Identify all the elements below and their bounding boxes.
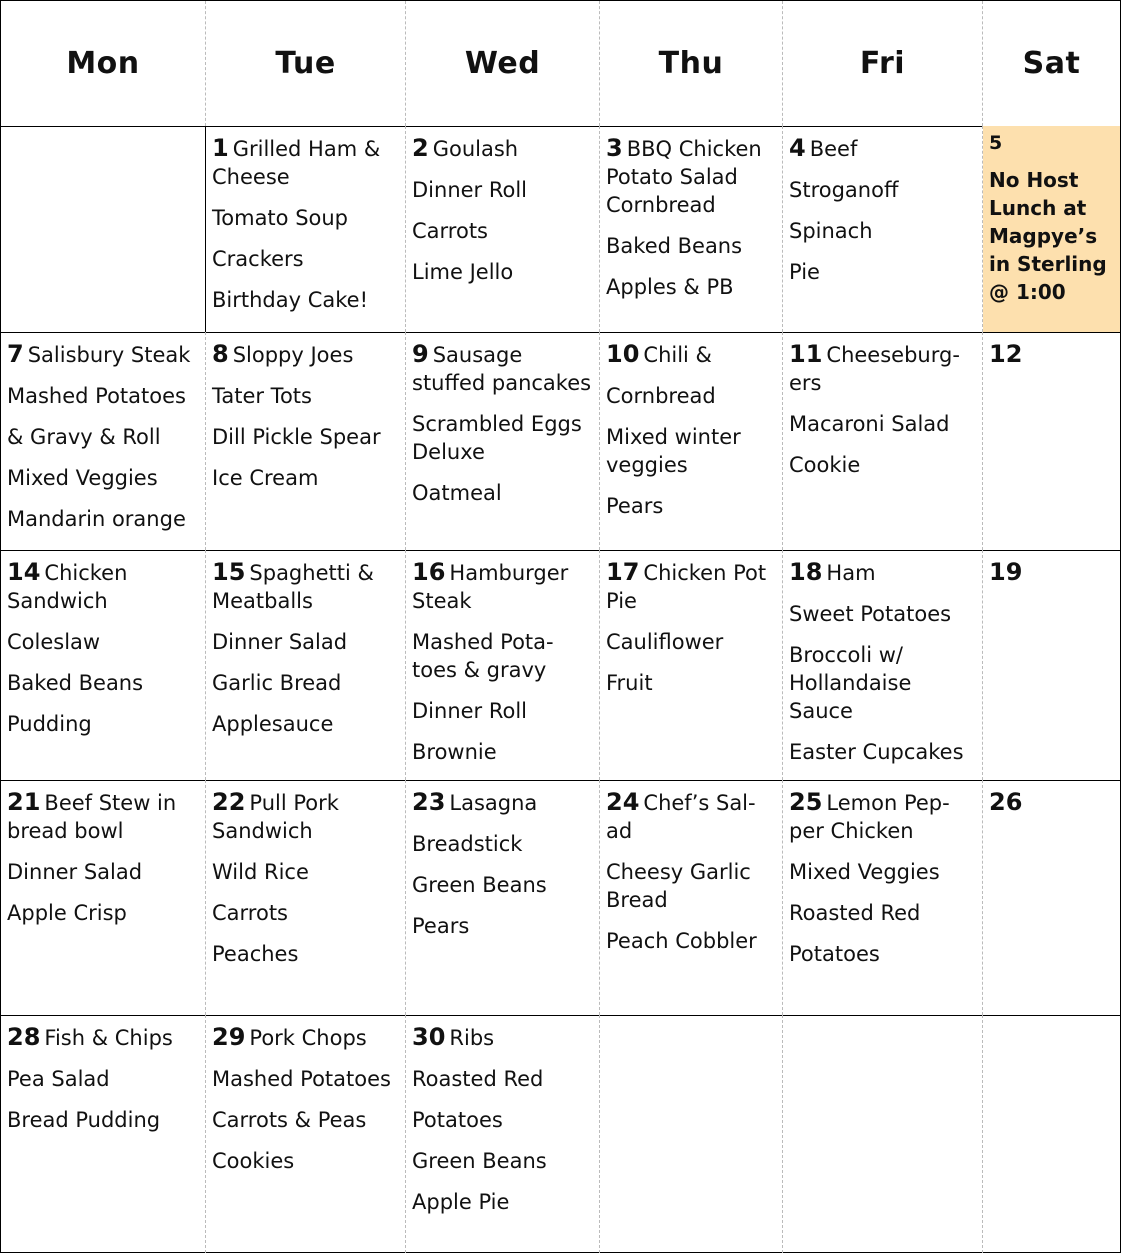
menu-item: Macaroni Salad — [789, 412, 950, 436]
menu-item: Carrots — [212, 901, 288, 925]
menu-item: Dinner Salad — [212, 630, 348, 654]
date-number: 22 — [212, 788, 246, 816]
menu-item: Mixed Veggies — [789, 860, 940, 884]
menu-item: Apple Crisp — [7, 901, 127, 925]
menu-item: 30 Ribs — [412, 1023, 495, 1051]
header-tue — [206, 1, 406, 126]
day-cell — [600, 332, 783, 550]
menu-item: Tater Tots — [212, 384, 312, 408]
menu-item: Potatoes — [412, 1108, 503, 1132]
menu-item: Dill Pickle Spear — [212, 425, 381, 449]
menu-item: Mashed Potatoes — [212, 1067, 391, 1091]
menu-item: 3 BBQ Chicken Potato Salad Cornbread — [606, 134, 762, 217]
menu-item: Scrambled Eggs Deluxe — [412, 412, 582, 464]
week-row — [1, 332, 1120, 551]
menu-item: Dinner Roll — [412, 699, 528, 723]
menu-item: Tomato Soup — [212, 206, 349, 230]
day-cell — [1, 550, 206, 780]
date-number: 5 — [989, 132, 1003, 154]
day-cell — [783, 550, 983, 780]
menu-item: Applesauce — [212, 712, 334, 736]
date-number: 24 — [606, 788, 640, 816]
menu-item: 15 Spaghetti & Meatballs — [212, 558, 374, 613]
date-number: 14 — [7, 558, 41, 586]
menu-item: 8 Sloppy Joes — [212, 340, 354, 368]
day-cell — [600, 780, 783, 1015]
day-cell — [983, 550, 1120, 780]
date-number: 4 — [789, 134, 806, 162]
menu-item: 23 Lasagna — [412, 788, 538, 816]
header-wed — [406, 1, 600, 126]
menu-item: Cookie — [789, 453, 861, 477]
menu-item: Lime Jello — [412, 260, 514, 284]
menu-item: 10 Chili & — [606, 340, 712, 368]
menu-item — [989, 340, 1120, 369]
menu-item — [989, 788, 1120, 817]
menu-item: Carrots & Peas — [212, 1108, 367, 1132]
menu-item: Oatmeal — [412, 481, 502, 505]
menu-item: 2 Goulash — [412, 134, 519, 162]
date-number: 15 — [212, 558, 246, 586]
day-cell — [983, 332, 1120, 550]
menu-item: 29 Pork Chops — [212, 1023, 367, 1051]
menu-item: Mashed Potatoes — [7, 384, 186, 408]
day-label: Thu — [658, 46, 724, 81]
weekday-header — [1, 1, 1120, 127]
day-cell — [1, 332, 206, 550]
day-cell — [406, 1015, 600, 1253]
menu-item: 11 Cheeseburg-ers — [789, 340, 960, 395]
date-number: 23 — [412, 788, 446, 816]
menu-item: 16 Hamburger Steak — [412, 558, 569, 613]
menu-item: 21 Beef Stew in bread bowl — [7, 788, 177, 843]
menu-item: Baked Beans — [7, 671, 144, 695]
date-number: 26 — [989, 788, 1023, 816]
header-mon — [1, 1, 206, 126]
week-row — [1, 550, 1120, 781]
date-number: 3 — [606, 134, 623, 162]
menu-item: Breadstick — [412, 832, 523, 856]
day-cell — [406, 550, 600, 780]
date-number: 8 — [212, 340, 229, 368]
header-fri — [783, 1, 983, 126]
menu-item: Spinach — [789, 219, 873, 243]
menu-item: Mandarin orange — [7, 507, 186, 531]
day-cell — [406, 332, 600, 550]
menu-item: Roasted Red — [412, 1067, 544, 1091]
menu-item: Broccoli w/ Hollandaise Sauce — [789, 643, 912, 723]
menu-item: Birthday Cake! — [212, 288, 369, 312]
date-number: 28 — [7, 1023, 41, 1051]
menu-item: Mixed Veggies — [7, 466, 158, 490]
menu-item — [989, 558, 1120, 587]
day-label: Wed — [464, 46, 541, 81]
menu-item: Sweet Potatoes — [789, 602, 952, 626]
day-cell — [206, 550, 406, 780]
menu-item: 18 Ham — [789, 558, 876, 586]
day-cell — [600, 126, 783, 332]
day-cell — [406, 780, 600, 1015]
menu-item: Stroganoff — [789, 178, 899, 202]
menu-item: Cauliflower — [606, 630, 724, 654]
menu-item: Potatoes — [789, 942, 880, 966]
day-cell-empty — [1, 126, 206, 332]
menu-item: Dinner Roll — [412, 178, 528, 202]
menu-item: 9 Sausage stuffed pancakes — [412, 340, 592, 395]
day-cell-empty — [600, 1015, 783, 1253]
date-number: 7 — [7, 340, 24, 368]
date-number: 11 — [789, 340, 823, 368]
day-label: Tue — [275, 46, 336, 81]
day-cell — [783, 126, 983, 332]
menu-item: Apple Pie — [412, 1190, 510, 1214]
date-number: 29 — [212, 1023, 246, 1051]
week-row — [1, 780, 1120, 1016]
day-cell — [1, 780, 206, 1015]
date-number: 12 — [989, 340, 1023, 368]
day-cell — [206, 332, 406, 550]
menu-item: Brownie — [412, 740, 497, 764]
day-cell-highlight — [983, 126, 1120, 332]
date-number: 30 — [412, 1023, 446, 1051]
date-number: 21 — [7, 788, 41, 816]
date-number: 25 — [789, 788, 823, 816]
day-cell — [983, 780, 1120, 1015]
menu-item: Bread Pudding — [7, 1108, 161, 1132]
menu-item: Green Beans — [412, 873, 547, 897]
day-label: Fri — [859, 46, 906, 81]
menu-item: 1 Grilled Ham & Cheese — [212, 134, 381, 189]
menu-item: Dinner Salad — [7, 860, 143, 884]
menu-item: Pears — [412, 914, 470, 938]
date-number: 16 — [412, 558, 446, 586]
menu-item: Carrots — [412, 219, 488, 243]
header-thu — [600, 1, 783, 126]
day-cell-empty — [783, 1015, 983, 1253]
menu-item: Fruit — [606, 671, 653, 695]
date-number: 1 — [212, 134, 229, 162]
menu-item: Apples & PB — [606, 275, 734, 299]
day-cell — [783, 332, 983, 550]
menu-item: Mashed Pota-toes & gravy — [412, 630, 554, 682]
menu-item: & Gravy & Roll — [7, 425, 161, 449]
menu-item: 25 Lemon Pep-per Chicken — [789, 788, 950, 843]
day-cell — [406, 126, 600, 332]
week-row — [1, 126, 1120, 333]
menu-item: 4 Beef — [789, 134, 858, 162]
date-number: 9 — [412, 340, 429, 368]
menu-item: Cornbread — [606, 384, 716, 408]
menu-item: Green Beans — [412, 1149, 547, 1173]
day-cell — [1, 1015, 206, 1253]
day-label: Sat — [1022, 46, 1081, 81]
menu-item: Crackers — [212, 247, 304, 271]
event-note: No Host Lunch at Magpye’s in Sterling @ 1:00 — [989, 168, 1107, 304]
date-number: 19 — [989, 558, 1023, 586]
date-number: 10 — [606, 340, 640, 368]
menu-item: Coleslaw — [7, 630, 101, 654]
day-cell — [206, 1015, 406, 1253]
day-cell — [600, 550, 783, 780]
menu-item: Pears — [606, 494, 664, 518]
date-number: 17 — [606, 558, 640, 586]
menu-item: Mixed winter veggies — [606, 425, 741, 477]
menu-item: Peaches — [212, 942, 299, 966]
menu-item: Ice Cream — [212, 466, 319, 490]
day-cell — [206, 780, 406, 1015]
menu-item: 17 Chicken Pot Pie — [606, 558, 767, 613]
week-row — [1, 1015, 1120, 1253]
day-cell — [206, 126, 406, 332]
menu-item: Wild Rice — [212, 860, 309, 884]
menu-item: Roasted Red — [789, 901, 921, 925]
day-cell-empty — [983, 1015, 1120, 1253]
menu-item: 22 Pull Pork Sandwich — [212, 788, 339, 843]
date-number: 2 — [412, 134, 429, 162]
menu-item: 24 Chef’s Sal-ad — [606, 788, 756, 843]
menu-item: Pie — [789, 260, 820, 284]
menu-item: Baked Beans — [606, 234, 743, 258]
menu-item: Pea Salad — [7, 1067, 110, 1091]
day-cell — [783, 780, 983, 1015]
menu-item: Cookies — [212, 1149, 295, 1173]
menu-item: Cheesy Garlic Bread — [606, 860, 751, 912]
menu-item: 28 Fish & Chips — [7, 1023, 173, 1051]
menu-item: Peach Cobbler — [606, 929, 757, 953]
menu-item: 7 Salisbury Steak — [7, 340, 191, 368]
date-number: 18 — [789, 558, 823, 586]
menu-item: Easter Cupcakes — [789, 740, 964, 764]
menu-item: Pudding — [7, 712, 92, 736]
day-label: Mon — [66, 46, 140, 81]
menu-item: 14 Chicken Sandwich — [7, 558, 128, 613]
menu-item: Garlic Bread — [212, 671, 342, 695]
header-sat — [983, 1, 1120, 126]
